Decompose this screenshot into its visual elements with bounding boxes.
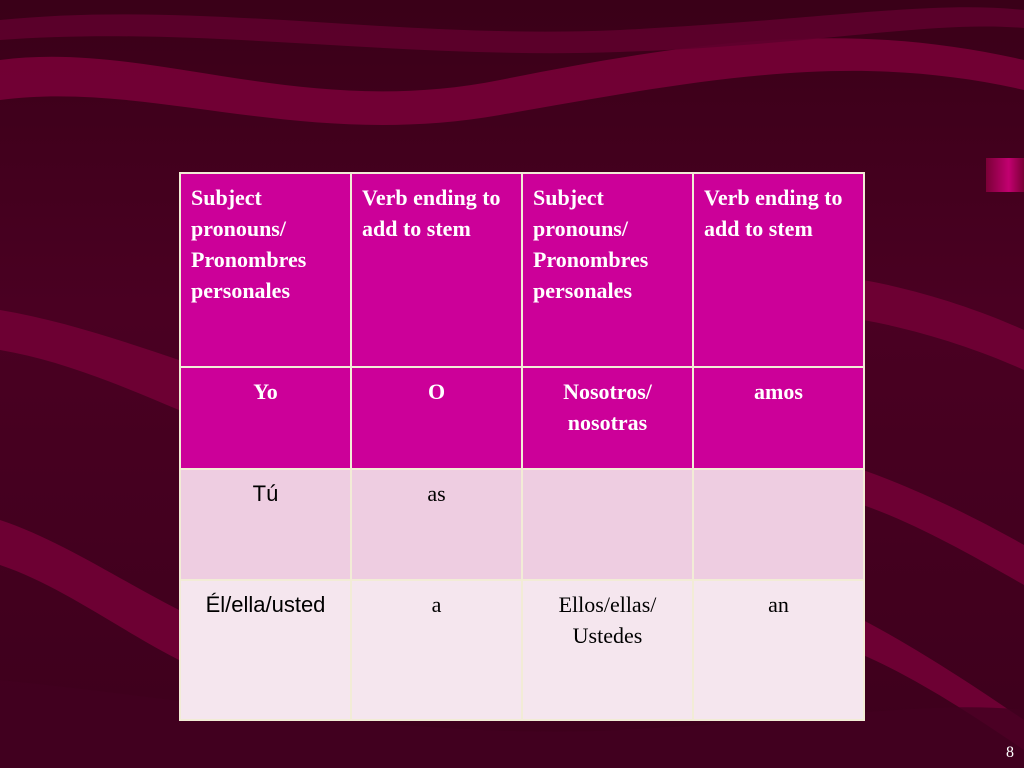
header-cell: Verb ending to add to stem bbox=[351, 173, 522, 367]
header-cell: Subject pronouns/ Pronombres personales bbox=[180, 173, 351, 367]
header-cell: Verb ending to add to stem bbox=[693, 173, 864, 367]
table-cell bbox=[522, 469, 693, 580]
table-cell: O bbox=[351, 367, 522, 469]
table-row bbox=[180, 367, 864, 469]
table-cell: as bbox=[351, 469, 522, 580]
corner-accent-decoration bbox=[986, 158, 1024, 192]
table-cell bbox=[693, 469, 864, 580]
header-cell: Subject pronouns/ Pronombres personales bbox=[522, 173, 693, 367]
table-cell: an bbox=[693, 580, 864, 720]
table-cell: Tú bbox=[180, 469, 351, 580]
table-cell: Yo bbox=[180, 367, 351, 469]
table-row bbox=[180, 580, 864, 720]
table-cell: Ellos/ellas/ Ustedes bbox=[522, 580, 693, 720]
table-cell: Nosotros/ nosotras bbox=[522, 367, 693, 469]
conjugation-table bbox=[179, 172, 865, 721]
table-row bbox=[180, 469, 864, 580]
table-cell: a bbox=[351, 580, 522, 720]
table-cell: amos bbox=[693, 367, 864, 469]
table-header-row bbox=[180, 173, 864, 367]
slide-page-number: 8 bbox=[1006, 744, 1014, 761]
table-cell: Él/ella/usted bbox=[180, 580, 351, 720]
